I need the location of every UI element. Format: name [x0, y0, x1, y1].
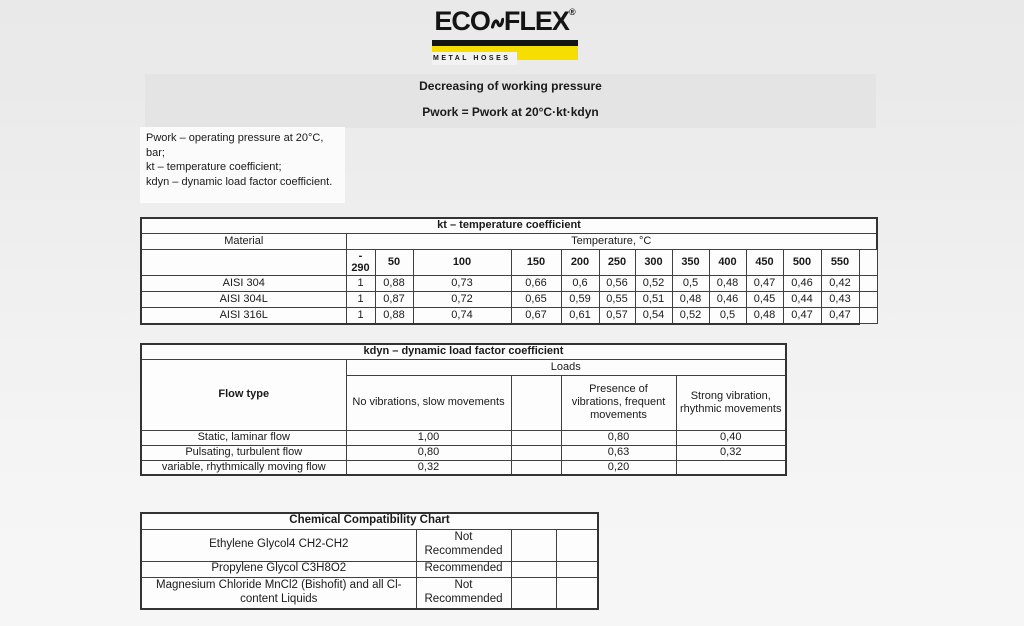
- temp-col-150: 150: [511, 249, 561, 276]
- kt-value: 0,48: [746, 308, 783, 324]
- kt-value: 1: [346, 276, 375, 292]
- chemical-magnesium-chloride: Magnesium Chloride MnCl2 (Bishofit) and all Cl-content Liquids: [141, 577, 416, 609]
- temp-col-100: 100: [413, 249, 511, 276]
- pressure-formula: Pwork = Pwork at 20°C·kt·kdyn: [422, 105, 599, 119]
- kt-table-title: kt – temperature coefficient: [141, 218, 877, 233]
- note-line-kdyn: kdyn – dynamic load factor coefficient.: [146, 175, 333, 188]
- chem-table-container: [140, 512, 599, 610]
- kt-value: 0,45: [746, 292, 783, 308]
- kt-value: 0,48: [709, 276, 746, 292]
- table-row: [141, 460, 786, 475]
- table-row: [141, 308, 877, 324]
- temp-col-300: 300: [635, 249, 672, 276]
- kt-value: 0,5: [672, 276, 709, 292]
- kt-value: 0,44: [783, 292, 821, 308]
- load-col-presence-vibrations: Presence of vibrations, frequent movements: [561, 375, 676, 430]
- kt-value: 0,87: [375, 292, 413, 308]
- temp-col-400: 400: [709, 249, 746, 276]
- status-cell: Recommended: [416, 561, 511, 577]
- load-col-strong-vibration: Strong vibration, rhythmic movements: [676, 375, 786, 430]
- kt-value: 0,57: [599, 308, 635, 324]
- kt-value: 0,59: [561, 292, 599, 308]
- chemical-compatibility-table: [140, 512, 599, 610]
- kt-value: 0,66: [511, 276, 561, 292]
- flow-variable: variable, rhythmically moving flow: [141, 460, 346, 475]
- temp-col-250: 250: [599, 249, 635, 276]
- kdyn-value: 0,80: [561, 430, 676, 445]
- kt-value: 0,51: [635, 292, 672, 308]
- table-row: [141, 445, 786, 460]
- registered-mark: ®: [568, 7, 576, 17]
- kdyn-table-title: kdyn – dynamic load factor coefficient: [141, 344, 786, 359]
- temp-col-50: 50: [375, 249, 413, 276]
- table-row: [141, 577, 598, 609]
- kdyn-value: 0,32: [346, 460, 511, 475]
- kt-value: 0,74: [413, 308, 511, 324]
- chem-table-title: Chemical Compatibility Chart: [141, 513, 598, 529]
- filler-cell: [859, 308, 877, 324]
- kt-value: 0,43: [821, 292, 859, 308]
- temp-corner-cell: [141, 249, 346, 276]
- filler-cell: [859, 249, 877, 276]
- filler-cell: [859, 292, 877, 308]
- flow-type-header: Flow type: [141, 359, 346, 430]
- material-aisi-316l: AISI 316L: [141, 308, 346, 324]
- kt-value: 1: [346, 308, 375, 324]
- temp-col--290: - 290: [346, 249, 375, 276]
- material-aisi-304: AISI 304: [141, 276, 346, 292]
- kt-value: 0,65: [511, 292, 561, 308]
- status-cell: Not Recommended: [416, 577, 511, 609]
- kdyn-value: 0,32: [676, 445, 786, 460]
- table-row: [141, 529, 598, 561]
- logo-brand-right: FLEX: [503, 6, 569, 36]
- kt-value: 0,47: [746, 276, 783, 292]
- table-row: [141, 561, 598, 577]
- load-col-empty: [511, 375, 561, 430]
- table-row: [141, 292, 877, 308]
- kdyn-value: 0,80: [346, 445, 511, 460]
- kdyn-value: [511, 445, 561, 460]
- page-title: Decreasing of working pressure: [419, 79, 602, 93]
- temp-col-200: 200: [561, 249, 599, 276]
- kt-value: 0,72: [413, 292, 511, 308]
- kt-value: 0,47: [821, 308, 859, 324]
- kdyn-value: 0,63: [561, 445, 676, 460]
- kdyn-value: 0,40: [676, 430, 786, 445]
- kdyn-load-factor-table: [140, 343, 787, 476]
- chemical-propylene-glycol: Propylene Glycol C3H8O2: [141, 561, 416, 577]
- kt-table-container: [140, 217, 878, 325]
- kt-value: 0,52: [635, 276, 672, 292]
- logo-brand-left: ECO: [434, 6, 490, 36]
- note-line-pwork: Pwork – operating pressure at 20°C, bar;: [146, 132, 324, 159]
- note-line-kt: kt – temperature coefficient;: [146, 161, 282, 173]
- logo-tagline: METAL HOSES: [432, 52, 517, 65]
- kt-value: 0,52: [672, 308, 709, 324]
- kt-value: 0,88: [375, 308, 413, 324]
- chemical-ethylene-glycol: Ethylene Glycol4 CH2-CH2: [141, 529, 416, 561]
- empty-cell: [511, 529, 556, 561]
- wave-icon: [491, 8, 504, 39]
- loads-header: Loads: [346, 359, 786, 375]
- kt-value: 1: [346, 292, 375, 308]
- filler-cell: [859, 276, 877, 292]
- kt-temperature-table: [140, 217, 878, 325]
- kt-value: 0,47: [783, 308, 821, 324]
- kt-value: 0,54: [635, 308, 672, 324]
- kdyn-value: 0,20: [561, 460, 676, 475]
- definitions-note: [140, 127, 345, 203]
- kdyn-value: 1,00: [346, 430, 511, 445]
- empty-cell: [556, 529, 598, 561]
- kt-value: 0,46: [709, 292, 746, 308]
- table-row: [141, 276, 877, 292]
- temp-col-500: 500: [783, 249, 821, 276]
- empty-cell: [556, 561, 598, 577]
- kt-value: 0,6: [561, 276, 599, 292]
- kt-value: 0,56: [599, 276, 635, 292]
- kdyn-value: [511, 460, 561, 475]
- material-aisi-304l: AISI 304L: [141, 292, 346, 308]
- logo-bars: [432, 40, 578, 68]
- kdyn-table-container: [140, 343, 787, 476]
- kdyn-value: [511, 430, 561, 445]
- kt-value: 0,88: [375, 276, 413, 292]
- empty-cell: [556, 577, 598, 609]
- title-band: [145, 74, 876, 128]
- load-col-no-vibrations: No vibrations, slow movements: [346, 375, 511, 430]
- kt-value: 0,5: [709, 308, 746, 324]
- status-cell: Not Recommended: [416, 529, 511, 561]
- kt-value: 0,61: [561, 308, 599, 324]
- temperature-header: Temperature, °C: [346, 233, 877, 249]
- temp-col-450: 450: [746, 249, 783, 276]
- material-header: Material: [141, 233, 346, 249]
- flow-static: Static, laminar flow: [141, 430, 346, 445]
- kdyn-value: [676, 460, 786, 475]
- kt-value: 0,67: [511, 308, 561, 324]
- kt-value: 0,48: [672, 292, 709, 308]
- table-row: [141, 430, 786, 445]
- temp-col-350: 350: [672, 249, 709, 276]
- empty-cell: [511, 561, 556, 577]
- empty-cell: [511, 577, 556, 609]
- kt-value: 0,73: [413, 276, 511, 292]
- kt-value: 0,55: [599, 292, 635, 308]
- flow-pulsating: Pulsating, turbulent flow: [141, 445, 346, 460]
- ecoflex-logo: [427, 6, 583, 37]
- temp-col-550: 550: [821, 249, 859, 276]
- kt-value: 0,42: [821, 276, 859, 292]
- kt-value: 0,46: [783, 276, 821, 292]
